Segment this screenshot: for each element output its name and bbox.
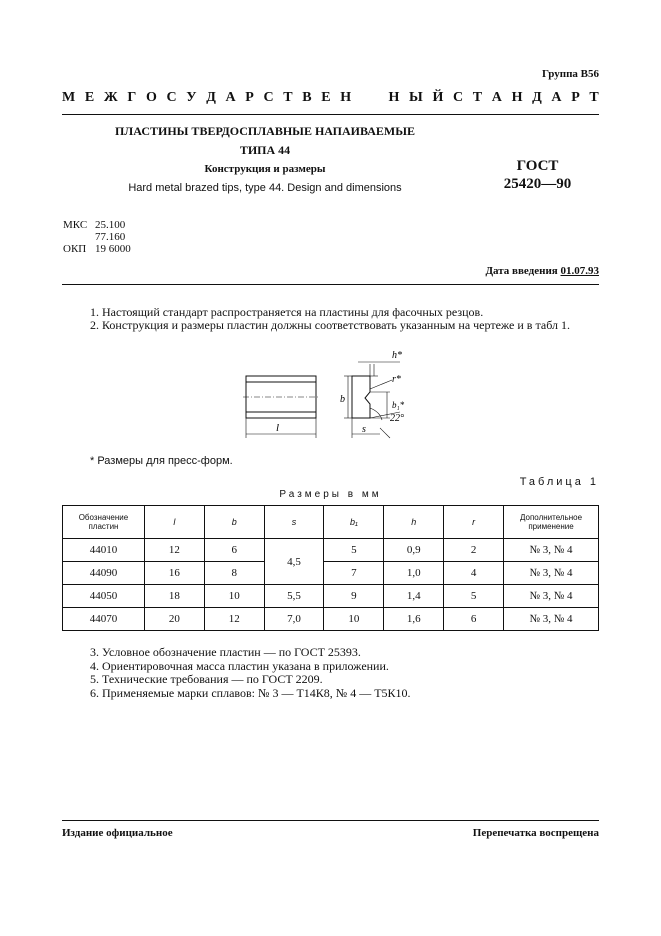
mks-value-2: 77.160 xyxy=(95,231,126,243)
table-row xyxy=(63,608,599,631)
cell-s: 5,5 xyxy=(264,585,324,608)
header-designation: Обозначение пластин xyxy=(63,506,145,539)
cell-r: 5 xyxy=(444,585,504,608)
cell-b1: 5 xyxy=(324,539,384,562)
header-s: s xyxy=(264,506,324,539)
header-rule xyxy=(62,114,599,115)
notes-list xyxy=(90,646,411,700)
cell-b1: 9 xyxy=(324,585,384,608)
heading-letter: Т xyxy=(472,90,483,105)
heading-letter: В xyxy=(302,90,312,105)
heading-letter: Й xyxy=(432,90,444,105)
heading-letter: А xyxy=(491,90,502,105)
table-label: Таблица 1 xyxy=(519,476,599,488)
heading-letter: Д xyxy=(206,90,216,105)
cell-b1: 7 xyxy=(324,562,384,585)
heading-letter: Ы xyxy=(409,90,423,105)
heading-letter: С xyxy=(263,90,274,105)
cell-code: 44070 xyxy=(63,608,145,631)
group-code: Группа В56 xyxy=(541,68,599,80)
side-view-outline xyxy=(352,376,370,418)
heading-letter: Т xyxy=(589,90,599,105)
note-4: 4. Ориентировочная масса пластин указана в приложении. xyxy=(90,658,389,673)
note-3: 3. Условное обозначение пластин — по ГОСТ 25393. xyxy=(90,645,361,659)
document-title-line2: ТИПА 44 xyxy=(239,143,291,157)
okp-label: ОКП xyxy=(63,243,87,255)
heading-letter: Н xyxy=(388,90,400,105)
table-row xyxy=(63,539,599,562)
cell-r: 4 xyxy=(444,562,504,585)
date-value: 01.07.93 xyxy=(560,265,599,277)
heading-letter: Н xyxy=(340,90,352,105)
cell-h: 1,6 xyxy=(384,608,444,631)
note-6: 6. Применяемые марки сплавов: № 3 — Т14К8, № 4 — Т5К10. xyxy=(90,685,411,700)
cell-use: № 3, № 4 xyxy=(504,585,599,608)
table-caption: Размеры в мм xyxy=(279,489,382,500)
cell-b: 6 xyxy=(204,539,264,562)
dim-r-label: r* xyxy=(392,374,401,385)
dim-h-label: h* xyxy=(392,350,402,361)
mks-label: МКС xyxy=(63,219,88,231)
cell-h: 1,4 xyxy=(384,585,444,608)
cell-b: 8 xyxy=(204,562,264,585)
cell-h: 1,0 xyxy=(384,562,444,585)
heading-letter: Р xyxy=(245,90,254,105)
cell-l: 16 xyxy=(144,562,204,585)
heading-letter: А xyxy=(225,90,236,105)
date-label: Дата введения xyxy=(485,265,558,277)
paragraph-1: 1. Настоящий стандарт распространяется на пластины для фасочных резцов. xyxy=(90,305,484,319)
heading-letter: С xyxy=(166,90,177,105)
table-row xyxy=(63,562,599,585)
dim-b1-label: b₁* xyxy=(392,400,405,410)
official-edition: Издание официальное xyxy=(62,827,173,839)
cell-code: 44090 xyxy=(63,562,145,585)
classification-codes xyxy=(63,219,131,255)
cell-r: 6 xyxy=(444,608,504,631)
header-b1: b₁ xyxy=(324,506,384,539)
angle-label: 22° xyxy=(390,413,404,424)
introduction-date xyxy=(485,265,599,277)
gost-label: ГОСТ xyxy=(516,158,559,174)
heading-letter: Ж xyxy=(103,90,118,105)
gost-number: 25420—90 xyxy=(503,176,572,192)
heading-letter: Д xyxy=(532,90,542,105)
cell-l: 20 xyxy=(144,608,204,631)
table-header-row xyxy=(63,506,599,539)
dimensions-table xyxy=(62,505,599,631)
mks-value-1: 25.100 xyxy=(95,219,126,231)
reprint-prohibited: Перепечатка воспрещена xyxy=(472,827,599,839)
heading-letter: Г xyxy=(127,90,137,105)
tip-drawing xyxy=(240,342,430,442)
header-b: b xyxy=(204,506,264,539)
footnote: * Размеры для пресс-форм. xyxy=(90,455,233,467)
heading-letter: С xyxy=(453,90,464,105)
heading-letter: А xyxy=(551,90,562,105)
date-rule xyxy=(62,284,599,285)
cell-b: 12 xyxy=(204,608,264,631)
cell-use: № 3, № 4 xyxy=(504,608,599,631)
cell-use: № 3, № 4 xyxy=(504,562,599,585)
cell-b: 10 xyxy=(204,585,264,608)
table-row xyxy=(63,585,599,608)
heading-word-gap xyxy=(361,90,379,110)
dim-b-label: b xyxy=(340,394,345,405)
document-title-line1: ПЛАСТИНЫ ТВЕРДОСПЛАВНЫЕ НАПАИВАЕМЫЕ xyxy=(114,124,416,138)
cell-l: 12 xyxy=(144,539,204,562)
document-subtitle: Конструкция и размеры xyxy=(204,163,326,175)
dim-s-label: s xyxy=(362,424,366,435)
cell-use: № 3, № 4 xyxy=(504,539,599,562)
heading-letter: Р xyxy=(571,90,580,105)
heading-letter: М xyxy=(62,90,76,105)
cell-h: 0,9 xyxy=(384,539,444,562)
heading-letter: Е xyxy=(321,90,331,105)
heading-letter: Н xyxy=(511,90,523,105)
cell-code: 44050 xyxy=(63,585,145,608)
okp-value: 19 6000 xyxy=(95,243,131,255)
heading-letter: Т xyxy=(283,90,293,105)
cell-r: 2 xyxy=(444,539,504,562)
footer-rule xyxy=(62,820,599,821)
interstate-standard-heading xyxy=(62,90,599,110)
dim-l-label: l xyxy=(276,422,280,434)
english-title: Hard metal brazed tips, type 44. Design and dimensions xyxy=(128,182,402,194)
header-additional-use: Дополнительное применение xyxy=(504,506,599,539)
header-h: h xyxy=(384,506,444,539)
cell-s: 7,0 xyxy=(264,608,324,631)
heading-letter: Е xyxy=(84,90,95,105)
header-l: l xyxy=(144,506,204,539)
note-5: 5. Технические требования — по ГОСТ 2209. xyxy=(90,672,323,686)
cell-l: 18 xyxy=(144,585,204,608)
cell-s-merged: 4,5 xyxy=(264,539,324,585)
heading-letter: О xyxy=(145,90,157,105)
cell-code: 44010 xyxy=(63,539,145,562)
heading-letter: У xyxy=(186,90,197,105)
paragraph-2: 2. Конструкция и размеры пластин должны соответствовать указанным на чертеже и в табл 1. xyxy=(90,318,570,332)
header-r: r xyxy=(444,506,504,539)
cell-b1: 10 xyxy=(324,608,384,631)
